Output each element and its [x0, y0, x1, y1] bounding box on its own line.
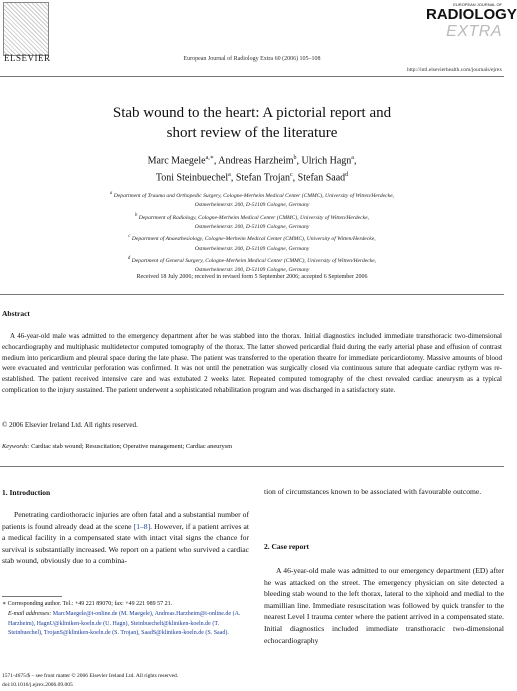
- author-sup[interactable]: a,∗: [205, 155, 214, 161]
- title-line-2: short review of the literature: [166, 125, 338, 141]
- author-sep: ,: [230, 172, 236, 184]
- affil-line: Ostmerheimerstr. 200, D-51109 Cologne, Germany: [194, 202, 310, 209]
- author-line-2: [0, 168, 504, 185]
- affil-sup: b: [135, 212, 138, 218]
- affiliations: [0, 189, 504, 276]
- author-sup[interactable]: b: [293, 155, 297, 161]
- author-name[interactable]: Toni Steinbuechel: [155, 172, 229, 184]
- author-sup[interactable]: a: [351, 155, 354, 161]
- abstract-text: A 46-year-old male was admitted to the emergency department after he was stabbed into the thorax. Initial diagnostics included immediate transthoracic two-dimensional echocardiography and multiphasic multidetector computed tomography of the thorax. The latter showed pericardial fluid during the early arterial phase and effusion of contrast medium into pericardium and pleural space during the late phase. The patient was transferred to the operation theatre for immediate pericardiotomy. Massive amounts of blood were evacuated and ventricular perforation was confirmed. It was not until the penetration was surgically closed via continuous suture that adequate cardiac rythym was re-established. The patient received intensive care and was extubated 2 weeks later. Repeated computed tomography of the chest revealed cardiac aneurysm as a typical complication to the injury sustained. The patient underwent a sophisticated rehabilitation program and was discharged in a satisfactory state.: [2, 332, 502, 394]
- author-sep: ,: [213, 155, 219, 167]
- citation-link[interactable]: [1–8]: [133, 521, 151, 531]
- affiliation-c: [0, 232, 504, 254]
- received-dates: Received 18 July 2006; received in revised form 5 September 2006; accepted 6 September 2006: [136, 274, 368, 280]
- publisher-name: ELSEVIER: [4, 53, 51, 63]
- keywords-text: Cardiac stab wound; Resuscitation; Operative management; Cardiac aneurysm: [31, 443, 233, 450]
- footnote-emails: [2, 610, 249, 639]
- affil-line: Ostmerheimerstr. 200, D-51109 Cologne, Germany: [194, 245, 310, 252]
- author-sep: ,: [292, 172, 298, 184]
- affil-line: Department of Radiology, Cologne-Merheim Medical Center (CMMC), University of Witten/Herdecke,: [138, 214, 369, 221]
- journal-url[interactable]: http://intl.elsevierhealth.com/journals/ejrex: [406, 67, 502, 73]
- title-line-1: Stab wound to the heart: A pictorial report and: [112, 105, 392, 121]
- footnote-star: ∗: [2, 601, 7, 607]
- author-sup[interactable]: d: [345, 172, 349, 179]
- elsevier-tree-logo: [3, 2, 49, 56]
- abstract-top-rule: [0, 294, 504, 295]
- abstract-heading: Abstract: [2, 309, 30, 318]
- author-name[interactable]: Stefan Trojan: [235, 172, 290, 184]
- header-rule: [0, 76, 504, 77]
- brand-extra: EXTRA: [446, 23, 502, 40]
- affiliation-a: [0, 189, 504, 211]
- affil-sup: d: [127, 256, 131, 262]
- bottom-info: [2, 672, 178, 690]
- author-sup[interactable]: a: [228, 172, 231, 179]
- author-sep: ,: [353, 155, 357, 167]
- issn-line: 1571-4675/$ – see front matter © 2006 Elsevier Ireland Ltd. All rights reserved.: [2, 673, 179, 679]
- article-title: [0, 103, 504, 143]
- doi-line[interactable]: doi:10.1016/j.ejrex.2006.09.005: [2, 682, 73, 688]
- keywords-label: Keywords:: [2, 443, 30, 450]
- affil-sup: c: [128, 234, 131, 240]
- case-report-heading: 2. Case report: [264, 542, 310, 551]
- keywords: [2, 443, 232, 450]
- intro-text: [2, 509, 249, 567]
- brand-radiology: RADIOLOGY: [426, 6, 517, 23]
- journal-citation: European Journal of Radiology Extra 60 (2006) 105–108: [183, 56, 321, 62]
- email-addresses[interactable]: MarcMaegele@t-online.de (M. Maegele), Andreas.Harzheim@t-online.de (A. Harzheim), HagnU@kliniken-koeln.de (U. Hagn), Steinbuechelt@kliniken-koeln.de (T. Steinbuechel), TrojanS@kliniken-koeln.de (S. Trojan), SaadS@kliniken-koeln.de (S. Saad).: [8, 610, 241, 637]
- footnote-contact: Corresponding author. Tel.: +49 221 89070; fax: +49 221 989 57 21.: [7, 601, 173, 607]
- copyright: © 2006 Elsevier Ireland Ltd. All rights reserved.: [2, 421, 138, 429]
- journal-brand-logo: [426, 2, 517, 60]
- author-name[interactable]: Andreas Harzheim: [218, 155, 294, 167]
- affiliation-b: [0, 211, 504, 233]
- author-name[interactable]: Stefan Saad: [297, 172, 346, 184]
- affil-line: Department of General Surgery, Cologne-Merheim Medical Center (CMMC), University of Witten/Herdecke,: [131, 257, 377, 264]
- author-line-1: [0, 151, 504, 168]
- brand-small-text: EUROPEAN JOURNAL OF: [453, 2, 502, 7]
- intro-continuation: tion of circumstances known to be associated with favourable outcome.: [264, 487, 482, 496]
- intro-text-part: . However, if a patient arrives at a medical facility in a compensated state with intact vital signs the chance for survival is substantially increased. We report on a patient who survived a cardiac stab wound, obviously due to a combina-: [2, 521, 250, 566]
- case-report-text: A 46-year-old male was admitted to our emergency department (ED) after he was attacked on the street. The emergency physician on site detected a bleeding stab wound to the left thorax, lateral to the xiphoid and medial to the mamillian line. Immediate resuscitation was followed by quick transfer to the nearest Level I trauma center where the patient arrived in a compensated state. Initial diagnostics included immediate transthoracic two-dimensional echocardiography: [264, 566, 504, 645]
- affiliation-d: [0, 254, 504, 276]
- affil-line: Department of Trauma and Orthopedic Surgery, Cologne-Merheim Medical Center (CMMC), University of Witten/Herdecke,: [113, 192, 394, 199]
- affil-line: Ostmerheimerstr. 200, D-51109 Cologne, Germany: [194, 267, 310, 274]
- author-sep: ,: [296, 155, 302, 167]
- footnote-corresponding: [2, 600, 249, 610]
- footnote: [2, 600, 249, 639]
- affil-line: Department of Anaesthesiology, Cologne-Merheim Medical Center (CMMC), University of Witten/Herdecke,: [131, 236, 376, 243]
- author-name[interactable]: Marc Maegele: [147, 155, 206, 167]
- footnote-rule: [2, 596, 62, 597]
- abstract-bottom-rule: [0, 466, 504, 467]
- email-label: E-mail addresses:: [8, 610, 52, 617]
- affil-sup: a: [110, 191, 113, 196]
- intro-heading: 1. Introduction: [2, 488, 51, 497]
- author-sup[interactable]: c: [290, 172, 293, 179]
- author-name[interactable]: Ulrich Hagn: [301, 155, 352, 167]
- intro-text-part: Penetrating cardiothoracic injuries are often fatal and a substantial number of patients is found already dead at the scene: [2, 510, 249, 531]
- author-list: [0, 151, 504, 186]
- affil-line: Ostmerheimerstr. 200, D-51109 Cologne, Germany: [194, 223, 310, 230]
